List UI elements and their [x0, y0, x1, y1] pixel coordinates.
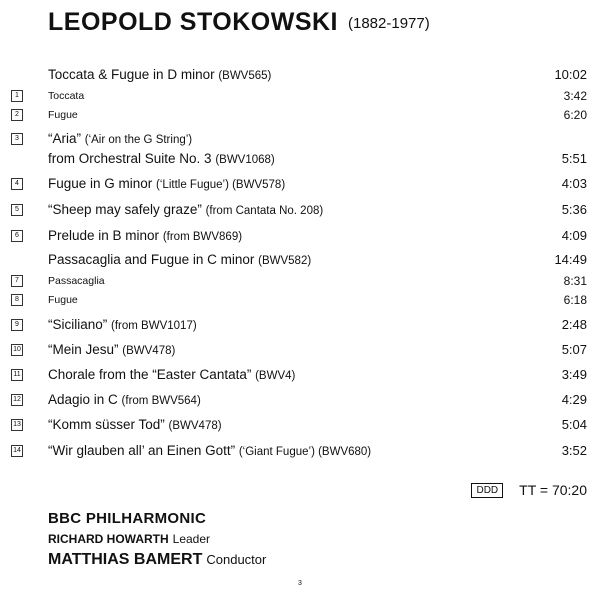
total-time: TT = 70:20: [519, 482, 587, 498]
track-title: [48, 87, 84, 105]
track-title: [48, 442, 371, 461]
track-name: Passacaglia: [48, 275, 105, 287]
track-row: [0, 130, 599, 148]
track-row: [0, 341, 599, 359]
credits: [48, 508, 266, 572]
track-name: Toccata: [48, 90, 85, 102]
composer-dates: (1882-1977): [348, 15, 430, 32]
track-number-box: 8: [11, 294, 23, 306]
track-number-box: 13: [11, 419, 23, 431]
leader-line: [48, 530, 266, 548]
track-duration: 5:51: [561, 151, 587, 166]
track-title: [48, 391, 201, 410]
track-name: “Komm süsser Tod”: [48, 417, 169, 432]
track-duration: 5:04: [561, 417, 587, 432]
track-number-box: 5: [11, 204, 23, 216]
track-row: [0, 391, 599, 409]
track-detail: (from BWV564): [121, 395, 201, 407]
track-detail: (‘Giant Fugue’) (BWV680): [238, 446, 372, 458]
track-title: [48, 416, 222, 435]
track-number-box: 11: [11, 369, 23, 381]
track-detail: (BWV582): [258, 255, 312, 267]
track-title: [48, 150, 275, 169]
ddd-badge: DDD: [471, 483, 503, 498]
leader-name: RICHARD HOWARTH: [48, 532, 169, 546]
track-title: [48, 251, 311, 270]
track-name: Fugue: [48, 109, 78, 121]
track-row: [0, 272, 599, 290]
track-row: [0, 150, 599, 168]
track-title: [48, 106, 78, 124]
track-row: [0, 87, 599, 105]
track-name: “Siciliano”: [48, 317, 112, 332]
track-name: Adagio in C: [48, 392, 122, 407]
page-number: 3: [298, 580, 302, 587]
track-detail: (from BWV1017): [111, 320, 197, 332]
track-duration: 3:49: [561, 367, 587, 382]
track-detail: (BWV565): [218, 70, 272, 82]
track-duration: 6:20: [563, 108, 587, 122]
track-title: [48, 341, 175, 360]
conductor-line: [48, 548, 266, 572]
track-title: [48, 366, 295, 385]
track-title: [48, 272, 105, 290]
track-duration: 5:07: [561, 342, 587, 357]
track-name: “Aria”: [48, 131, 85, 146]
track-name: Fugue: [48, 294, 78, 306]
track-title: [48, 316, 197, 335]
track-detail: (BWV1068): [215, 154, 275, 166]
track-name: from Orchestral Suite No. 3: [48, 151, 216, 166]
track-name: Fugue in G minor: [48, 176, 157, 191]
track-duration: 8:31: [563, 274, 587, 288]
track-number-box: 14: [11, 445, 23, 457]
track-row: [0, 316, 599, 334]
track-duration: 2:48: [561, 317, 587, 332]
track-duration: 5:36: [561, 202, 587, 217]
track-row: [0, 201, 599, 219]
track-detail: (BWV4): [255, 370, 296, 382]
track-duration: 6:18: [563, 293, 587, 307]
track-name: “Sheep may safely graze”: [48, 202, 206, 217]
track-name: Chorale from the “Easter Cantata”: [48, 367, 256, 382]
track-number-box: 7: [11, 275, 23, 287]
track-row: [0, 251, 599, 269]
conductor-role: Conductor: [206, 552, 267, 567]
leader-role: Leader: [172, 532, 211, 546]
track-detail: (BWV478): [122, 345, 176, 357]
track-detail: (‘Air on the G String’): [84, 134, 193, 146]
track-name: Toccata & Fugue in D minor: [48, 67, 219, 82]
track-number-box: 1: [11, 90, 23, 102]
track-title: [48, 291, 78, 309]
disc-summary: [471, 482, 587, 500]
track-number-box: 12: [11, 394, 23, 406]
track-number-box: 3: [11, 133, 23, 145]
track-detail: (from BWV869): [162, 231, 243, 243]
track-number-box: 10: [11, 344, 23, 356]
orchestra-name: BBC PHILHARMONIC: [48, 510, 207, 527]
track-title: [48, 227, 242, 246]
track-duration: 4:03: [561, 176, 587, 191]
track-title: [48, 175, 285, 194]
track-row: [0, 442, 599, 460]
track-row: [0, 416, 599, 434]
track-title: [48, 66, 271, 85]
track-row: [0, 106, 599, 124]
track-duration: 4:29: [561, 392, 587, 407]
track-name: “Mein Jesu”: [48, 342, 123, 357]
track-detail: (BWV478): [168, 420, 222, 432]
track-duration: 3:52: [561, 443, 587, 458]
track-title: [48, 201, 323, 220]
track-name: Passacaglia and Fugue in C minor: [48, 252, 259, 267]
track-row: [0, 227, 599, 245]
track-number-box: 9: [11, 319, 23, 331]
track-title: [48, 130, 192, 149]
track-number-box: 6: [11, 230, 23, 242]
track-duration: 3:42: [563, 89, 587, 103]
track-name: Prelude in B minor: [48, 228, 163, 243]
track-detail: (from Cantata No. 208): [205, 205, 324, 217]
track-number-box: 2: [11, 109, 23, 121]
composer-name: LEOPOLD STOKOWSKI: [48, 8, 338, 36]
track-duration: 4:09: [561, 228, 587, 243]
track-row: [0, 366, 599, 384]
track-duration: 14:49: [554, 252, 587, 267]
track-row: [0, 175, 599, 193]
track-row: [0, 66, 599, 84]
track-name: “Wir glauben all’ an Einen Gott”: [48, 443, 239, 458]
track-number-box: 4: [11, 178, 23, 190]
track-row: [0, 291, 599, 309]
track-detail: (‘Little Fugue’) (BWV578): [156, 179, 286, 191]
track-duration: 10:02: [554, 67, 587, 82]
conductor-name: MATTHIAS BAMERT: [48, 551, 203, 568]
